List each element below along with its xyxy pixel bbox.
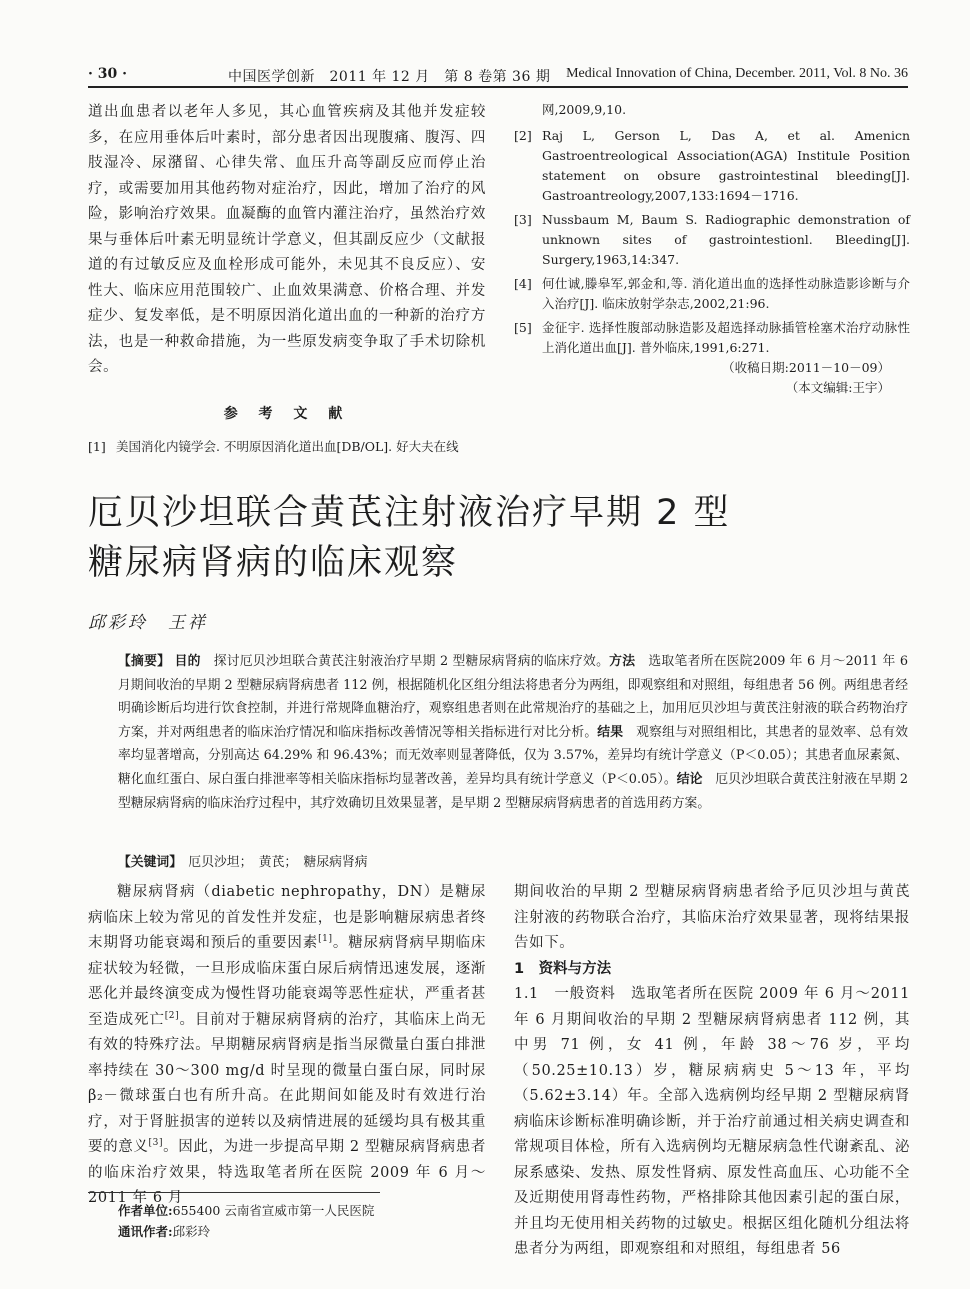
article-authors: 邱彩玲 王祥 — [88, 613, 208, 633]
prev-article-right-column — [514, 100, 910, 398]
method-text: 选取笔者所在医院2009 年 6 月～2011 年 6 月期间收治的早期 2 型糖尿病肾病患者 112 例，根据随机化区组分组法将患者分为两组，即观察组和对照组，每组患者 56 例。两组患者经明确诊断后均进行饮食控制，并进行常规降血糖治疗，观察组患者则在此常规治疗的基础之上，加用厄贝沙坦与黄芪注射液的联合药物治疗方案，并对两组患者的临床治疗情况和临床指标改善情况等相关指标进行对比分析。 — [118, 654, 909, 740]
intro-paragraph — [88, 880, 486, 1212]
journal-title-cn: 中国医学创新 2011 年 12 月 第 8 卷第 36 期 — [228, 69, 551, 85]
editor-note: （本文编辑:王宇） — [785, 380, 890, 395]
author-unit-value: 655400 云南省宣威市第一人民医院 — [172, 1203, 375, 1218]
keywords — [88, 852, 908, 874]
keywords-text: 厄贝沙坦； 黄芪； 糖尿病肾病 — [188, 855, 368, 870]
running-header — [88, 62, 908, 90]
prev-article-left-column — [88, 100, 486, 457]
result-text: 观察组与对照组相比，其患者的显效率、总有效率均显著增高，分别高达 64.29% 和 96.43%；而无效率则显著降低，仅为 3.57%，差异均有统计学意义（P＜0.05）；其患者血尿素氮、糖化血红蛋白、尿白蛋白排泄率等相关临床指标均显著改善，差异均具有统计学意义（P＜0.05）。 — [118, 724, 909, 787]
reference-item — [514, 274, 910, 314]
reference-item — [514, 210, 910, 270]
reference-text: 美国消化内镜学会. 不明原因消化道出血[DB/OL]. 好大夫在线 — [116, 438, 459, 454]
footnote — [118, 1200, 374, 1242]
aim-label: 目的 — [174, 654, 201, 669]
reference-text: Nussbaum M, Baum S. Radiographic demonstration of unknown sites of gastrointestionl. Bleeding[J]. Surgery,1963,14:347. — [542, 212, 910, 267]
result-label: 结果 — [597, 724, 624, 740]
article-title-line1: 厄贝沙坦联合黄芪注射液治疗早期 2 型 — [88, 493, 731, 533]
reference-number: [3] — [514, 212, 532, 227]
reference-item — [88, 437, 486, 457]
article-right-column — [514, 880, 910, 1263]
author-unit — [118, 1200, 374, 1221]
article-title — [88, 488, 908, 588]
reference-number: [4] — [514, 276, 532, 291]
author-unit-label: 作者单位: — [118, 1203, 173, 1218]
article-title-line2: 糖尿病肾病的临床观察 — [88, 543, 459, 583]
reference-text: Raj L, Gerson L, Das A, et al. Amenicn Gastroentreological Association(AGA) Institule Position statement on obsure gastrointestinal bleeding[J]. Gastroantreology,2007,133:1694－1716. — [542, 128, 910, 203]
conclusion-text: 厄贝沙坦联合黄芪注射液在早期 2 型糖尿病肾病的临床治疗过程中，其疗效确切且效果显著，是早期 2 型糖尿病肾病患者的首选用药方案。 — [118, 771, 909, 811]
conclusion-label: 结论 — [676, 771, 703, 787]
corresponding-author-label: 通讯作者: — [118, 1224, 173, 1239]
abstract-label: 【摘要】 — [118, 654, 171, 669]
journal-title-en: Medical Innovation of China, December. 2011, Vol. 8 No. 36 — [566, 66, 908, 81]
citation: [1] — [318, 934, 333, 945]
reference-text: 金征宇. 选择性腹部动脉造影及超选择动脉插管栓塞术治疗动脉性上消化道出血[J]. 普外临床,1991,6:271. — [542, 320, 910, 355]
intro-text: 。糖尿病肾病早期临床症状较为轻微，一旦形成临床蛋白尿后病情迅速发展，逐渐恶化并最终演变成为慢性肾功能衰竭等恶性症状，严重者甚至造成死亡 — [88, 935, 486, 1028]
footnote-rule — [88, 1192, 380, 1193]
intro-text: 。因此，为进一步提高早期 2 型糖尿病肾病患者的临床治疗效果，特选取笔者所在医院 2009 年 6 月～2011 年 6 月 — [88, 1139, 486, 1206]
corresponding-author — [118, 1221, 374, 1242]
article-left-column — [88, 880, 486, 1212]
section-heading: 1 资料与方法 — [514, 960, 612, 977]
reference-number: [5] — [514, 320, 532, 335]
section-1-1-text: 1.1 一般资料 选取笔者所在医院 2009 年 6 月～2011 年 6 月期间收治的早期 2 型糖尿病肾病患者 112 例，其中男 71 例，女 41 例，年龄 38～76 岁，平均（50.25±10.13）岁，糖尿病病史 5～13 年，平均（5.62±3.14）年。全部入选病例均经早期 2 型糖尿病肾病临床诊断标准明确诊断，并于治疗前通过相关病史调查和常规项目体检，所有入选病例均无糖尿病急性代谢紊乱、泌尿系感染、发热、原发性肾病、原发性高血压、心功能不全及近期使用肾毒性药物，严格排除其他因素引起的蛋白尿，并且均无使用相关药物的过敏史。根据区组化随机分组法将患者分为两组，即观察组和对照组，每组患者 56 — [514, 986, 910, 1257]
prev-article-text: 道出血患者以老年人多见，其心血管疾病及其他并发症较多，在应用垂体后叶素时，部分患者因出现腹痛、腹泻、四肢湿冷、尿潴留、心律失常、血压升高等副反应而停止治疗，或需要加用其他药物对症治疗，因此，增加了治疗的风险，影响治疗效果。血凝酶的血管内灌注治疗，虽然治疗效果与垂体后叶素无明显统计学意义，但其副反应少（文献报道的有过敏反应及血栓形成可能外，未见其不良反应）、安性大、临床应用范围较广、止血效果满意、价格合理、并发症少、复发率低，是不明原因消化道出血的一种新的治疗方法，也是一种救命措施，为一些原发病变争取了手术切除机会。 — [88, 104, 486, 375]
method-label: 方法 — [609, 654, 636, 669]
references-title: 参 考 文 献 — [223, 405, 351, 422]
citation: [3] — [148, 1138, 164, 1149]
intro-text: 糖尿病肾病（diabetic nephropathy，DN）是糖尿病临床上较为常见的首发性并发症，也是影响糖尿病患者终末期肾功能衰竭和预后的重要因素 — [88, 884, 486, 951]
abstract — [88, 650, 908, 815]
reference-number: [2] — [514, 128, 532, 143]
reference-number: [1] — [88, 438, 106, 454]
intro-continuation: 期间收治的早期 2 型糖尿病肾病患者给予厄贝沙坦与黄芪注射液的药物联合治疗，其临床治疗效果显著，现将结果报告如下。 — [514, 884, 910, 951]
reference-item — [514, 126, 910, 206]
reference-text: 何仕诚,滕皋军,郭金和,等. 消化道出血的选择性动脉造影诊断与介入治疗[J]. 临床放射学杂志,2002,21:96. — [542, 276, 910, 311]
corresponding-author-value: 邱彩玲 — [172, 1224, 211, 1239]
received-date: （收稿日期:2011－10－09） — [722, 360, 890, 375]
header-rule — [88, 86, 908, 88]
keywords-label: 【关键词】 — [118, 855, 176, 870]
citation: [2] — [164, 1010, 180, 1021]
aim-text: 探讨厄贝沙坦联合黄芪注射液治疗早期 2 型糖尿病肾病的临床疗效。 — [213, 654, 610, 669]
page-number: · 30 · — [88, 66, 127, 82]
intro-text: 。目前对于糖尿病肾病的治疗，其临床上尚无有效的特殊疗法。早期糖尿病肾病是指当尿微量白蛋白排泄率持续在 30～300 mg/d 时呈现的微量白蛋白尿，同时尿 β₂－微球蛋白也有所升高。在此期间如能及时有效进行治疗，对于肾脏损害的逆转以及病情进展的延缓均具有极其重要的意义 — [88, 1011, 486, 1155]
reference-item — [514, 318, 910, 358]
reference-continuation: 网,2009,9,10. — [542, 102, 627, 117]
